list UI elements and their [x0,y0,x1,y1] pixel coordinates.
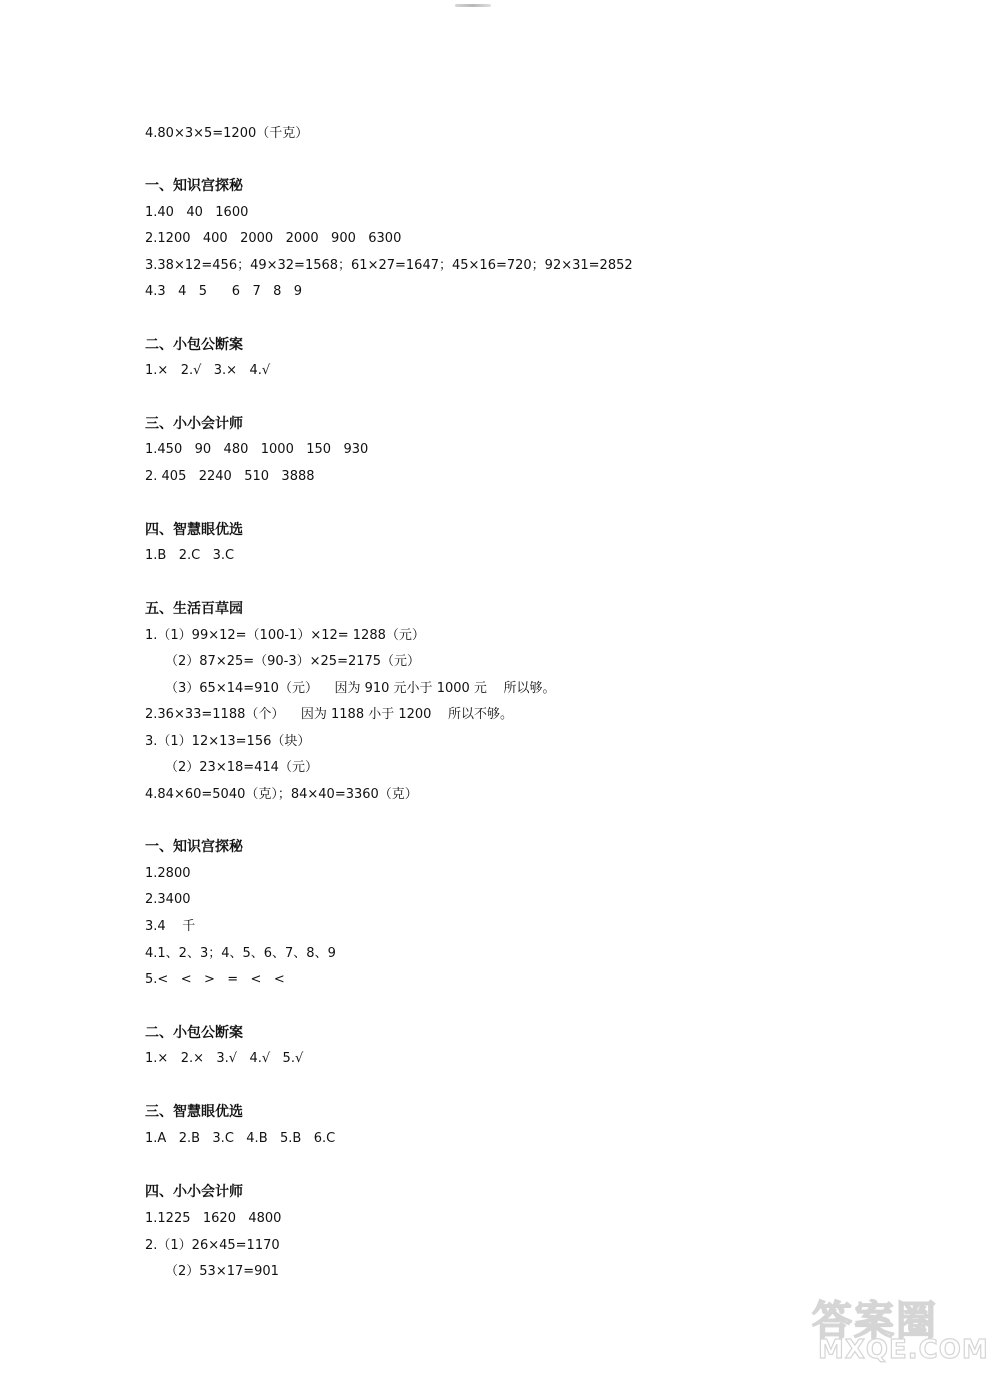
section-heading: 二、小包公断案 [145,337,243,353]
section-heading: 一、知识宫探秘 [145,178,243,194]
answer-line: 4.84×60=5040（克）；84×40=3360（克） [145,787,418,802]
answer-line: 1.B 2.C 3.C [145,548,235,563]
section-heading: 五、生活百草园 [145,601,243,617]
answer-line: 1.450 90 480 1000 150 930 [145,442,369,457]
answer-line: 2.（1）26×45=1170 [145,1238,280,1253]
answer-line: （2）87×25=（90-3）×25=2175（元） [165,654,421,669]
watermark-glyphs: 答案圈 [812,1297,938,1344]
answer-line: 2.3400 [145,892,191,907]
section-heading: 三、小小会计师 [145,416,243,432]
watermark-url: MXQE.COM [818,1335,989,1365]
watermark-logo [812,1289,992,1371]
answer-line: 3.（1）12×13=156（块） [145,734,311,749]
answer-line: 1.× 2.× 3.√ 4.√ 5.√ [145,1051,304,1066]
answer-line: 4.80×3×5=1200（千克） [145,126,309,141]
answer-line: （2）23×18=414（元） [165,760,318,775]
answer-line: 1.1225 1620 4800 [145,1211,282,1226]
answer-line: 2. 405 2240 510 3888 [145,469,315,484]
answer-line: 2.1200 400 2000 2000 900 6300 [145,231,402,246]
scan-mark [455,4,491,7]
answer-line: 1.× 2.√ 3.× 4.√ [145,363,271,378]
answer-line: 3.38×12=456；49×32=1568；61×27=1647；45×16=720；92×31=2852 [145,258,633,273]
answer-line: 3.4 千 [145,919,196,934]
answer-line: 4.1、2、3；4、5、6、7、8、9 [145,946,336,961]
section-heading: 一、知识宫探秘 [145,839,243,855]
answer-line: （2）53×17=901 [165,1264,279,1279]
answer-line: 1.（1）99×12=（100-1）×12= 1288（元） [145,628,425,643]
section-heading: 四、智慧眼优选 [145,522,243,538]
answer-line: 5.< < > = < < [145,972,285,987]
section-heading: 四、小小会计师 [145,1184,243,1200]
answer-line: 1.40 40 1600 [145,205,249,220]
answer-line: （3）65×14=910（元） 因为 910 元小于 1000 元 所以够。 [165,681,556,696]
section-heading: 三、智慧眼优选 [145,1104,243,1120]
answer-line: 1.2800 [145,866,191,881]
answer-line: 1.A 2.B 3.C 4.B 5.B 6.C [145,1131,336,1146]
section-heading: 二、小包公断案 [145,1025,243,1041]
answer-line: 2.36×33=1188（个） 因为 1188 小于 1200 所以不够。 [145,707,513,722]
answer-line: 4.3 4 5 6 7 8 9 [145,284,303,299]
